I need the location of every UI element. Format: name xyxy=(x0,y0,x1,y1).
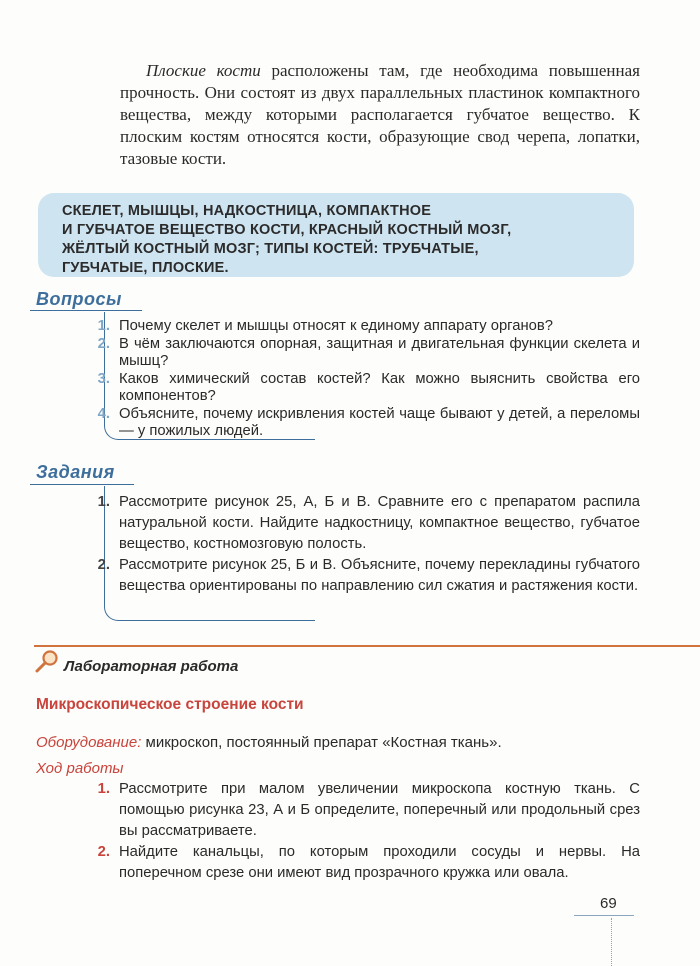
keywords-line: ЖЁЛТЫЙ КОСТНЫЙ МОЗГ; ТИПЫ КОСТЕЙ: ТРУБЧАТЫЕ, xyxy=(62,241,479,257)
questions-heading-underline xyxy=(30,310,142,311)
lab-step-item xyxy=(80,842,640,884)
keywords-text xyxy=(62,202,622,278)
page-number-rule xyxy=(574,915,634,916)
question-item xyxy=(80,336,640,371)
intro-paragraph xyxy=(120,60,640,170)
tasks-heading: Задания xyxy=(36,462,115,482)
page-number: 69 xyxy=(600,895,617,912)
task-item xyxy=(80,555,640,597)
question-text: В чём заключаются опорная, защитная и двигательная функции скелета и мышц? xyxy=(119,335,640,369)
lab-heading: Лабораторная работа xyxy=(64,658,239,675)
keywords-line: ГУБЧАТЫЕ, ПЛОСКИЕ. xyxy=(62,260,229,276)
keywords-line: И ГУБЧАТОЕ ВЕЩЕСТВО КОСТИ, КРАСНЫЙ КОСТНЫЙ МОЗГ, xyxy=(62,222,512,238)
lab-step-item xyxy=(80,779,640,842)
equipment-label: Оборудование: xyxy=(36,734,142,751)
lab-divider xyxy=(34,645,700,647)
task-number: 2. xyxy=(97,557,110,573)
lab-step-text: Найдите канальцы, по которым проходили сосуды и нервы. На поперечном срезе они имеют вид прозрачного кружка или овала. xyxy=(119,844,640,881)
lab-steps-list xyxy=(80,779,640,884)
lab-step-number: 1. xyxy=(97,781,110,797)
lab-equipment xyxy=(36,734,502,751)
page-number-dotted-line xyxy=(611,918,612,966)
keywords-line: СКЕЛЕТ, МЫШЦЫ, НАДКОСТНИЦА, КОМПАКТНОЕ xyxy=(62,203,432,219)
questions-list xyxy=(80,318,640,441)
task-number: 1. xyxy=(97,494,110,510)
question-number: 2. xyxy=(97,335,110,352)
lab-step-text: Рассмотрите при малом увеличении микроскопа костную ткань. С помощью рисунка 23, А и Б определите, поперечный или продольный срез вы рассматриваете. xyxy=(119,781,640,839)
question-number: 3. xyxy=(97,370,110,387)
intro-term: Плоские кости xyxy=(146,61,261,80)
lab-step-number: 2. xyxy=(97,844,110,860)
procedure-heading: Ход работы xyxy=(36,760,124,777)
intro-text: расположены там, где необходима повышенная прочность. Они состоят из двух параллельных пластинок компактного вещества, между которыми располагается губчатое вещество. К плоским костям относятся кости, образующие свод черепа, лопатки, тазовые кости. xyxy=(120,61,640,168)
equipment-text: микроскоп, постоянный препарат «Костная ткань». xyxy=(141,734,502,751)
question-text: Объясните, почему искривления костей чаще бывают у детей, а переломы — у пожилых людей. xyxy=(119,405,640,439)
magnifier-icon xyxy=(34,649,60,675)
question-item xyxy=(80,406,640,441)
tasks-list xyxy=(80,492,640,597)
question-item xyxy=(80,318,640,336)
tasks-heading-underline xyxy=(30,484,134,485)
questions-heading: Вопросы xyxy=(36,289,122,309)
question-item xyxy=(80,371,640,406)
question-number: 1. xyxy=(97,318,110,334)
keywords-box xyxy=(38,193,634,277)
question-text: Почему скелет и мышцы относят к единому аппарату органов? xyxy=(119,318,553,334)
task-text: Рассмотрите рисунок 25, А, Б и В. Сравните его с препаратом распила натуральной кости. Найдите надкостницу, компактное вещество, губчатое вещество, костномозговую полость. xyxy=(119,494,640,552)
task-text: Рассмотрите рисунок 25, Б и В. Объясните, почему перекладины губчатого вещества ориентированы по направлению сил сжатия и растяжения кости. xyxy=(119,557,640,594)
task-item xyxy=(80,492,640,555)
question-text: Каков химический состав костей? Как можно выяснить свойства его компонентов? xyxy=(119,370,640,404)
question-number: 4. xyxy=(97,405,110,422)
lab-subtitle: Микроскопическое строение кости xyxy=(36,696,304,713)
